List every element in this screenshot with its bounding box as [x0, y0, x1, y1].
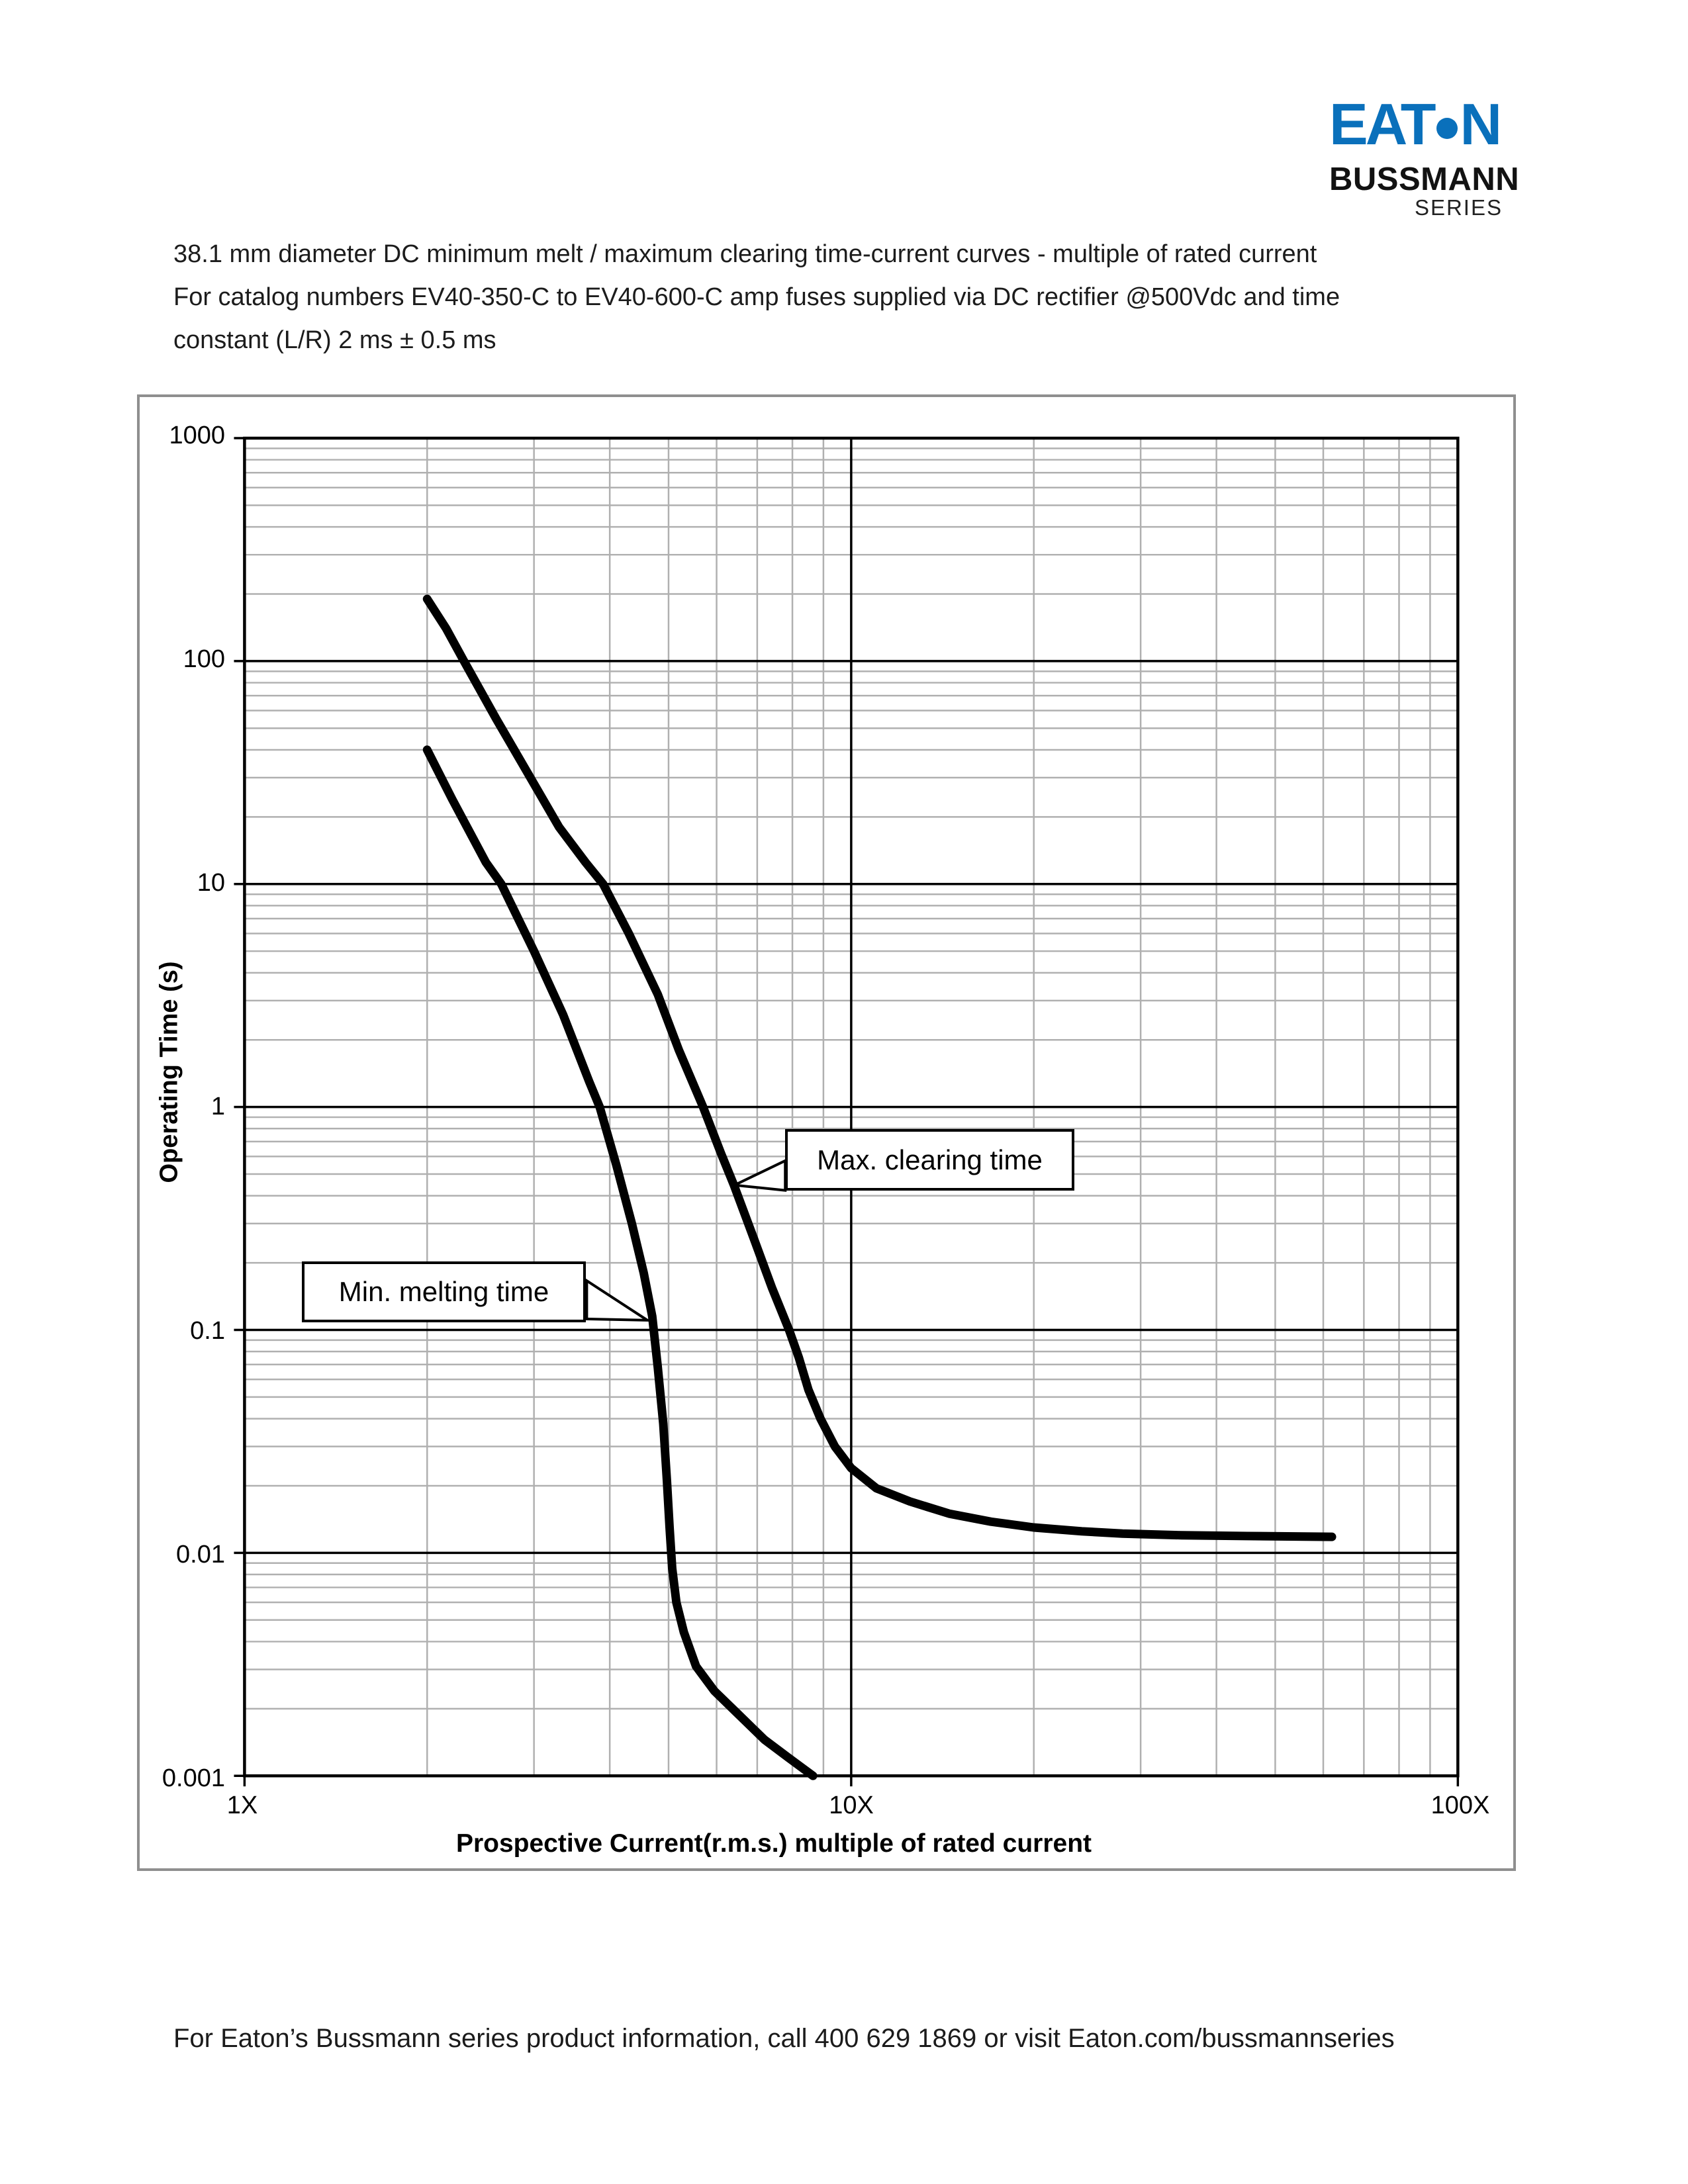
- eaton-dot-icon: [1436, 118, 1458, 139]
- page-title: [173, 233, 1511, 362]
- y-tick-0-01: 0.01: [176, 1541, 225, 1569]
- y-tick-0-1: 0.1: [190, 1317, 225, 1345]
- y-axis-title: Operating Time (s): [155, 961, 183, 1183]
- x-tick-1x: 1X: [226, 1792, 258, 1819]
- footer-text: For Eaton’s Bussmann series product information, call 400 629 1869 or visit Eaton.com/bussmannseries: [173, 2024, 1395, 2053]
- max-clearing-time-callout: [785, 1129, 1074, 1191]
- y-tick-100: 100: [183, 645, 225, 673]
- y-tick-1: 1: [211, 1093, 225, 1120]
- page-title-line-3: constant (L/R) 2 ms ± 0.5 ms: [173, 326, 496, 354]
- eaton-wordmark-eat: EAT: [1329, 91, 1434, 157]
- eaton-wordmark-n: N: [1460, 91, 1500, 157]
- min-melting-time-label: Min. melting time: [338, 1276, 549, 1307]
- y-tick-1000: 1000: [169, 422, 225, 449]
- max-clearing-time-label: Max. clearing time: [817, 1144, 1043, 1175]
- x-axis-title: Prospective Current(r.m.s.) multiple of rated current: [455, 1829, 1092, 1858]
- y-tick-10: 10: [197, 869, 225, 897]
- bussmann-label: BUSSMANN: [1329, 161, 1520, 197]
- min-melting-time-callout: [302, 1261, 586, 1322]
- page-title-line-2: For catalog numbers EV40-350-C to EV40-600-C amp fuses supplied via DC rectifier @500Vdc and time: [173, 283, 1340, 311]
- y-tick-0-001: 0.001: [162, 1764, 225, 1792]
- x-tick-100x: 100X: [1430, 1792, 1490, 1819]
- curve-max-clearing-time: [427, 599, 1332, 1537]
- eaton-wordmark: [1329, 91, 1503, 157]
- x-tick-10x: 10X: [829, 1792, 874, 1819]
- page-title-line-1: 38.1 mm diameter DC minimum melt / maximum clearing time-current curves - multiple of rated current: [173, 240, 1317, 268]
- series-label: SERIES: [1414, 195, 1503, 220]
- eaton-logo: [1329, 91, 1520, 220]
